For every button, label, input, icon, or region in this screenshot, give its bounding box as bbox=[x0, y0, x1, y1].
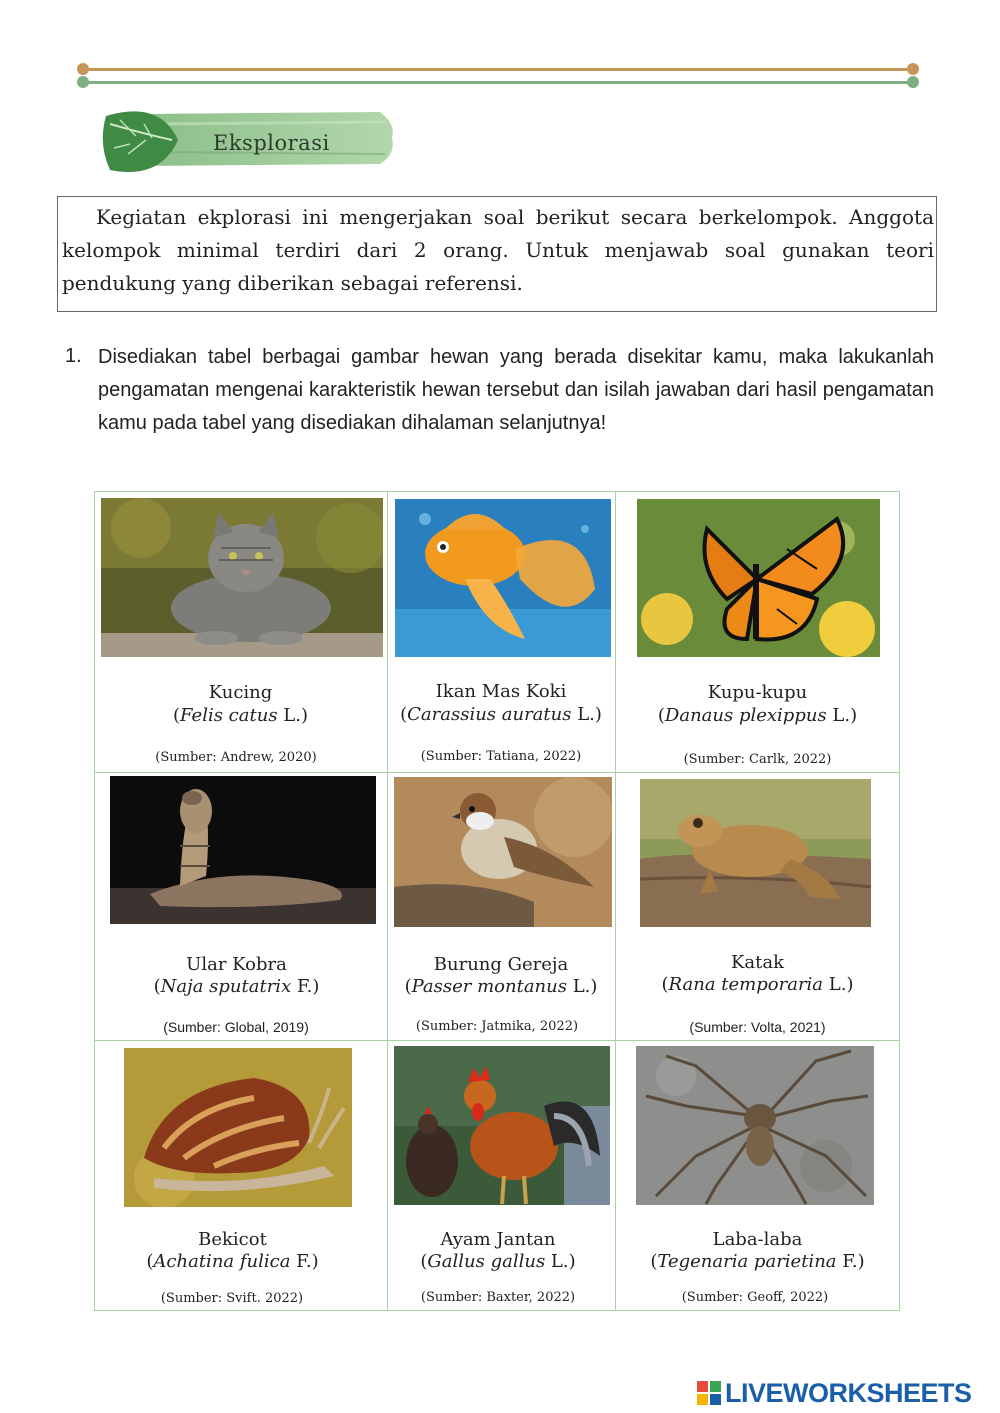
frog-photo bbox=[640, 779, 871, 927]
animal-name: Laba-laba bbox=[712, 1229, 803, 1250]
rooster-photo bbox=[394, 1046, 610, 1205]
top-rule-brown bbox=[83, 68, 913, 71]
image-source: (Sumber: Tatiana, 2022) bbox=[420, 749, 582, 764]
image-source: (Sumber: Jatmika, 2022) bbox=[415, 1019, 579, 1034]
table-row-divider bbox=[94, 772, 900, 773]
section-title: Eksplorasi bbox=[213, 131, 330, 155]
animal-scientific-name: (Gallus gallus L.) bbox=[420, 1251, 576, 1272]
animal-name: Bekicot bbox=[198, 1229, 267, 1250]
animal-scientific-name: (Passer montanus L.) bbox=[404, 976, 598, 997]
spider-photo bbox=[636, 1046, 874, 1205]
goldfish-photo bbox=[395, 499, 611, 657]
liveworksheets-brand[interactable] bbox=[697, 1376, 972, 1410]
animal-name: Katak bbox=[730, 952, 785, 973]
animal-name: Kupu-kupu bbox=[707, 682, 808, 703]
table-col-divider bbox=[615, 491, 616, 1311]
image-source: (Sumber: Global, 2019) bbox=[163, 1019, 309, 1035]
image-source: (Sumber: Volta, 2021) bbox=[689, 1019, 826, 1035]
animal-name: Ular Kobra bbox=[186, 954, 287, 975]
brand-wordmark: LIVEWORKSHEETS bbox=[725, 1377, 972, 1408]
image-source: (Sumber: Carlk, 2022) bbox=[683, 752, 832, 767]
cobra-photo bbox=[110, 776, 376, 924]
animal-scientific-name: (Naja sputatrix F.) bbox=[153, 976, 320, 997]
image-source: (Sumber: Andrew, 2020) bbox=[155, 750, 317, 765]
top-rule-green-dot-right bbox=[907, 76, 919, 88]
top-rule-green bbox=[83, 81, 913, 84]
question-text: Disediakan tabel berbagai gambar hewan yang berada disekitar kamu, maka lakukanlah pengamatan mengenai karakteristik hewan tersebut dan isilah jawaban dari hasil pengamatan kamu pada tabel yang disediakan dihalaman selanjutnya! bbox=[98, 346, 934, 434]
table-row-divider bbox=[94, 1040, 900, 1041]
cat-photo bbox=[101, 498, 383, 657]
liveworksheets-logo-icon bbox=[697, 1381, 721, 1405]
animal-name: Ayam Jantan bbox=[440, 1229, 556, 1250]
intro-text: Kegiatan ekplorasi ini mengerjakan soal berikut secara berkelompok. Anggota kelompok minimal terdiri dari 2 orang. Untuk menjawab soal gunakan teori pendukung yang diberikan sebagai referensi. bbox=[62, 205, 934, 295]
image-source: (Sumber: Baxter, 2022) bbox=[420, 1290, 576, 1305]
top-rule-brown-dot-right bbox=[907, 63, 919, 75]
animal-scientific-name: (Carassius auratus L.) bbox=[400, 704, 602, 725]
table-col-divider bbox=[387, 491, 388, 1311]
animal-scientific-name: (Danaus plexippus L.) bbox=[657, 705, 858, 726]
animal-scientific-name: (Achatina fulica F.) bbox=[146, 1251, 319, 1272]
animal-name: Burung Gereja bbox=[433, 954, 569, 975]
question-number: 1. bbox=[65, 345, 82, 367]
snail-photo bbox=[124, 1048, 352, 1207]
top-rule-green-dot-left bbox=[77, 76, 89, 88]
animal-name: Ikan Mas Koki bbox=[435, 681, 567, 702]
top-rule-brown-dot-left bbox=[77, 63, 89, 75]
animal-scientific-name: (Felis catus L.) bbox=[173, 705, 308, 726]
image-source: (Sumber: Geoff, 2022) bbox=[681, 1290, 829, 1305]
sparrow-photo bbox=[394, 777, 612, 927]
animal-name: Kucing bbox=[208, 682, 273, 703]
animal-scientific-name: (Tegenaria parietina F.) bbox=[650, 1251, 865, 1272]
butterfly-photo bbox=[637, 499, 880, 657]
image-source: (Sumber: Svift. 2022) bbox=[160, 1291, 304, 1306]
animal-scientific-name: (Rana temporaria L.) bbox=[661, 974, 854, 995]
